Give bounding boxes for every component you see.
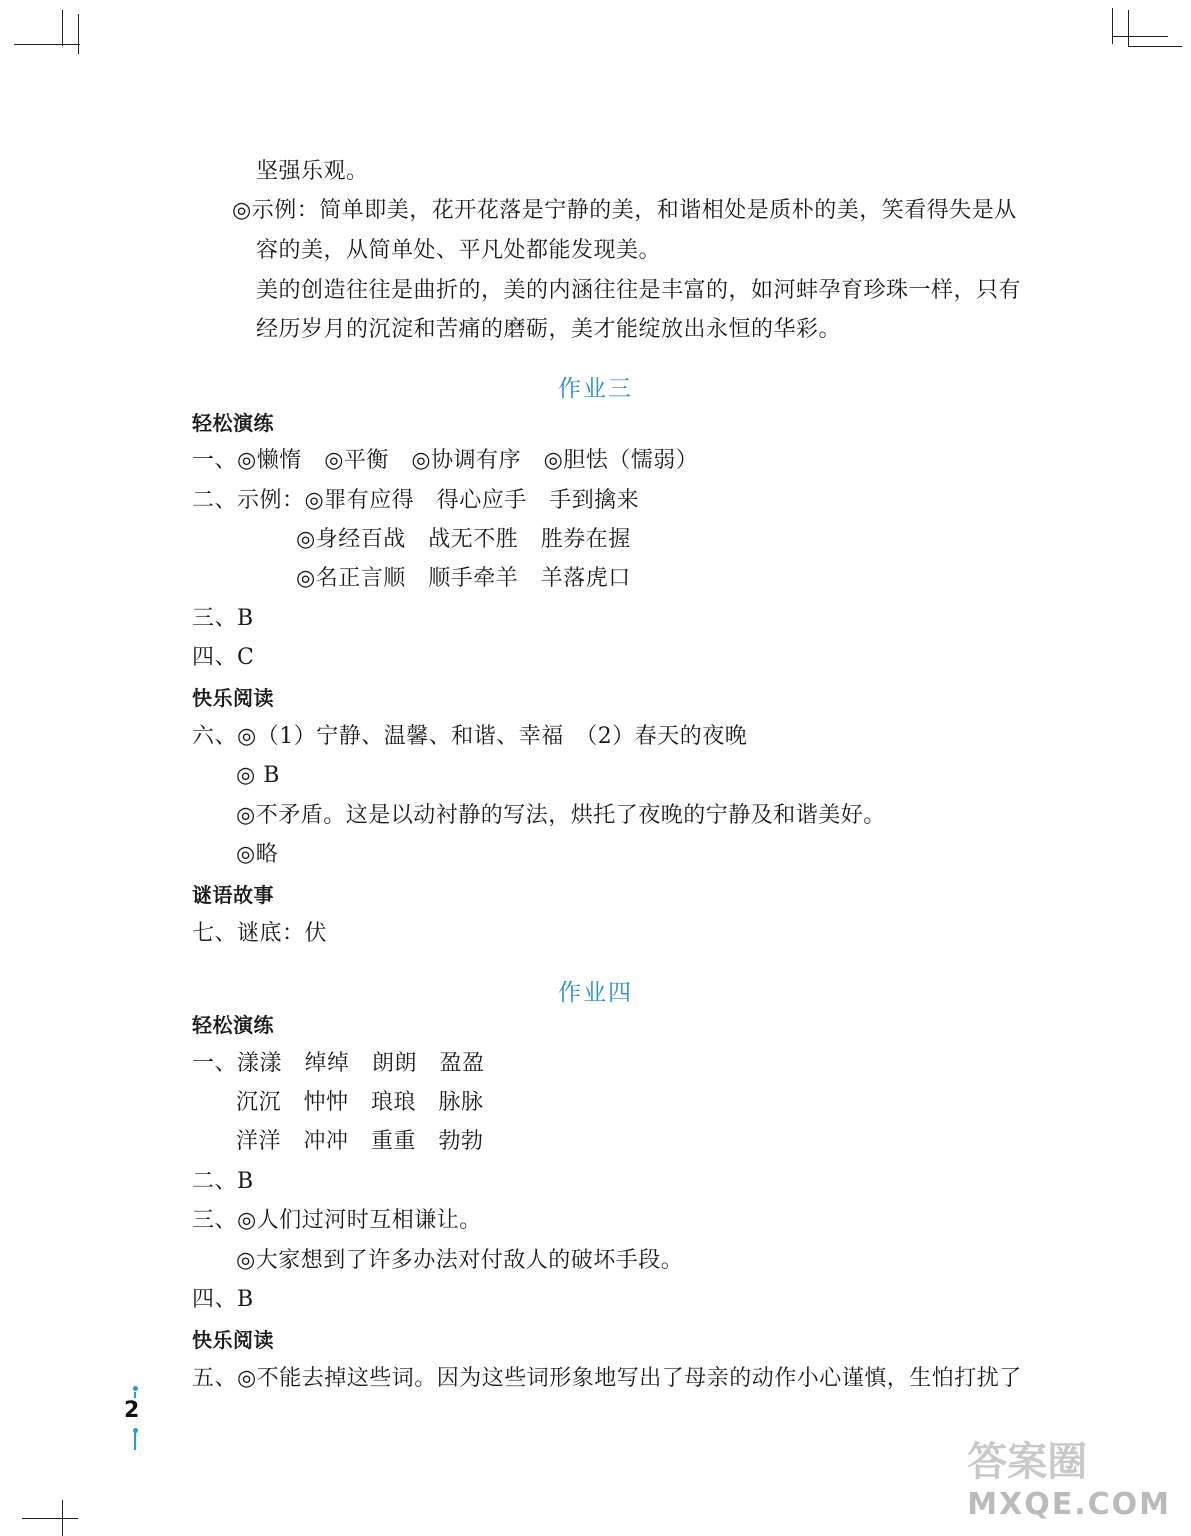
text-line: 坚强乐观。 xyxy=(256,159,369,184)
text-line: 四、C xyxy=(192,645,255,670)
text-line: ◎大家想到了许多办法对付敌人的破坏手段。 xyxy=(236,1248,684,1273)
page-number-dot-icon xyxy=(133,1386,138,1391)
text-line: ◎身经百战 战无不胜 胜券在握 xyxy=(296,527,631,552)
page-number: 2 xyxy=(124,1398,140,1423)
text-line: 洋洋 冲冲 重重 勃勃 xyxy=(236,1129,484,1154)
watermark-sub: MXQE.COM xyxy=(967,1487,1171,1522)
crop-mark-bottom-left-h xyxy=(22,1518,78,1519)
text-line: ◎ B xyxy=(236,763,280,788)
text-line: 美的创造往往是曲折的，美的内涵往往是丰富的，如河蚌孕育珍珠一样，只有 xyxy=(256,278,1022,303)
text-line: ◎示例：简单即美，花开花落是宁静的美，和谐相处是质朴的美，笑看得失是从 xyxy=(232,198,1017,223)
text-line: 四、B xyxy=(192,1287,254,1312)
subsection-heading: 轻松演练 xyxy=(192,411,274,435)
subsection-heading: 轻松演练 xyxy=(192,1013,274,1037)
text-line: 二、示例：◎罪有应得 得心应手 手到擒来 xyxy=(192,488,640,513)
text-line: 容的美，从简单处、平凡处都能发现美。 xyxy=(256,238,662,263)
watermark-logo xyxy=(967,1430,1171,1522)
text-line: 六、◎（1）宁静、温馨、和谐、幸福 （2）春天的夜晚 xyxy=(192,724,748,749)
crop-mark-top-left-v xyxy=(62,10,63,46)
section-title: 作业三 xyxy=(558,376,633,402)
crop-mark-top-right-h xyxy=(1112,36,1168,37)
crop-mark-top-left-h xyxy=(14,44,80,45)
text-line: ◎不矛盾。这是以动衬静的写法，烘托了夜晚的宁静及和谐美好。 xyxy=(236,803,886,828)
section-title: 作业四 xyxy=(558,980,633,1006)
crop-mark-top-left-v2 xyxy=(78,14,79,54)
text-line: 五、◎不能去掉这些词。因为这些词形象地写出了母亲的动作小心谨慎，生怕打扰了 xyxy=(192,1366,1022,1391)
crop-mark-top-right-h2 xyxy=(1128,46,1182,47)
text-line: 一、◎懒惰 ◎平衡 ◎协调有序 ◎胆怯（懦弱） xyxy=(192,448,699,473)
text-line: ◎略 xyxy=(236,842,279,867)
watermark-main: 答案圈 xyxy=(967,1439,1088,1485)
crop-mark-bottom-left-v xyxy=(62,1500,63,1536)
subsection-heading: 快乐阅读 xyxy=(192,686,274,710)
crop-mark-top-right-v xyxy=(1112,8,1113,44)
subsection-heading: 谜语故事 xyxy=(192,883,274,907)
text-line: 沉沉 忡忡 琅琅 脉脉 xyxy=(236,1090,484,1115)
text-line: 经历岁月的沉淀和苦痛的磨砺，美才能绽放出永恒的华彩。 xyxy=(256,317,842,342)
page-number-bar-bottom xyxy=(134,1432,136,1450)
text-line: 三、B xyxy=(192,606,254,631)
text-line: ◎名正言顺 顺手牵羊 羊落虎口 xyxy=(296,566,631,591)
crop-mark-top-right-v2 xyxy=(1128,10,1129,46)
text-line: 二、B xyxy=(192,1169,254,1194)
text-line: 七、谜底：伏 xyxy=(192,921,328,946)
text-line: 三、◎人们过河时互相谦让。 xyxy=(192,1208,482,1233)
subsection-heading: 快乐阅读 xyxy=(192,1328,274,1352)
text-line: 一、漾漾 绰绰 朗朗 盈盈 xyxy=(192,1051,485,1076)
